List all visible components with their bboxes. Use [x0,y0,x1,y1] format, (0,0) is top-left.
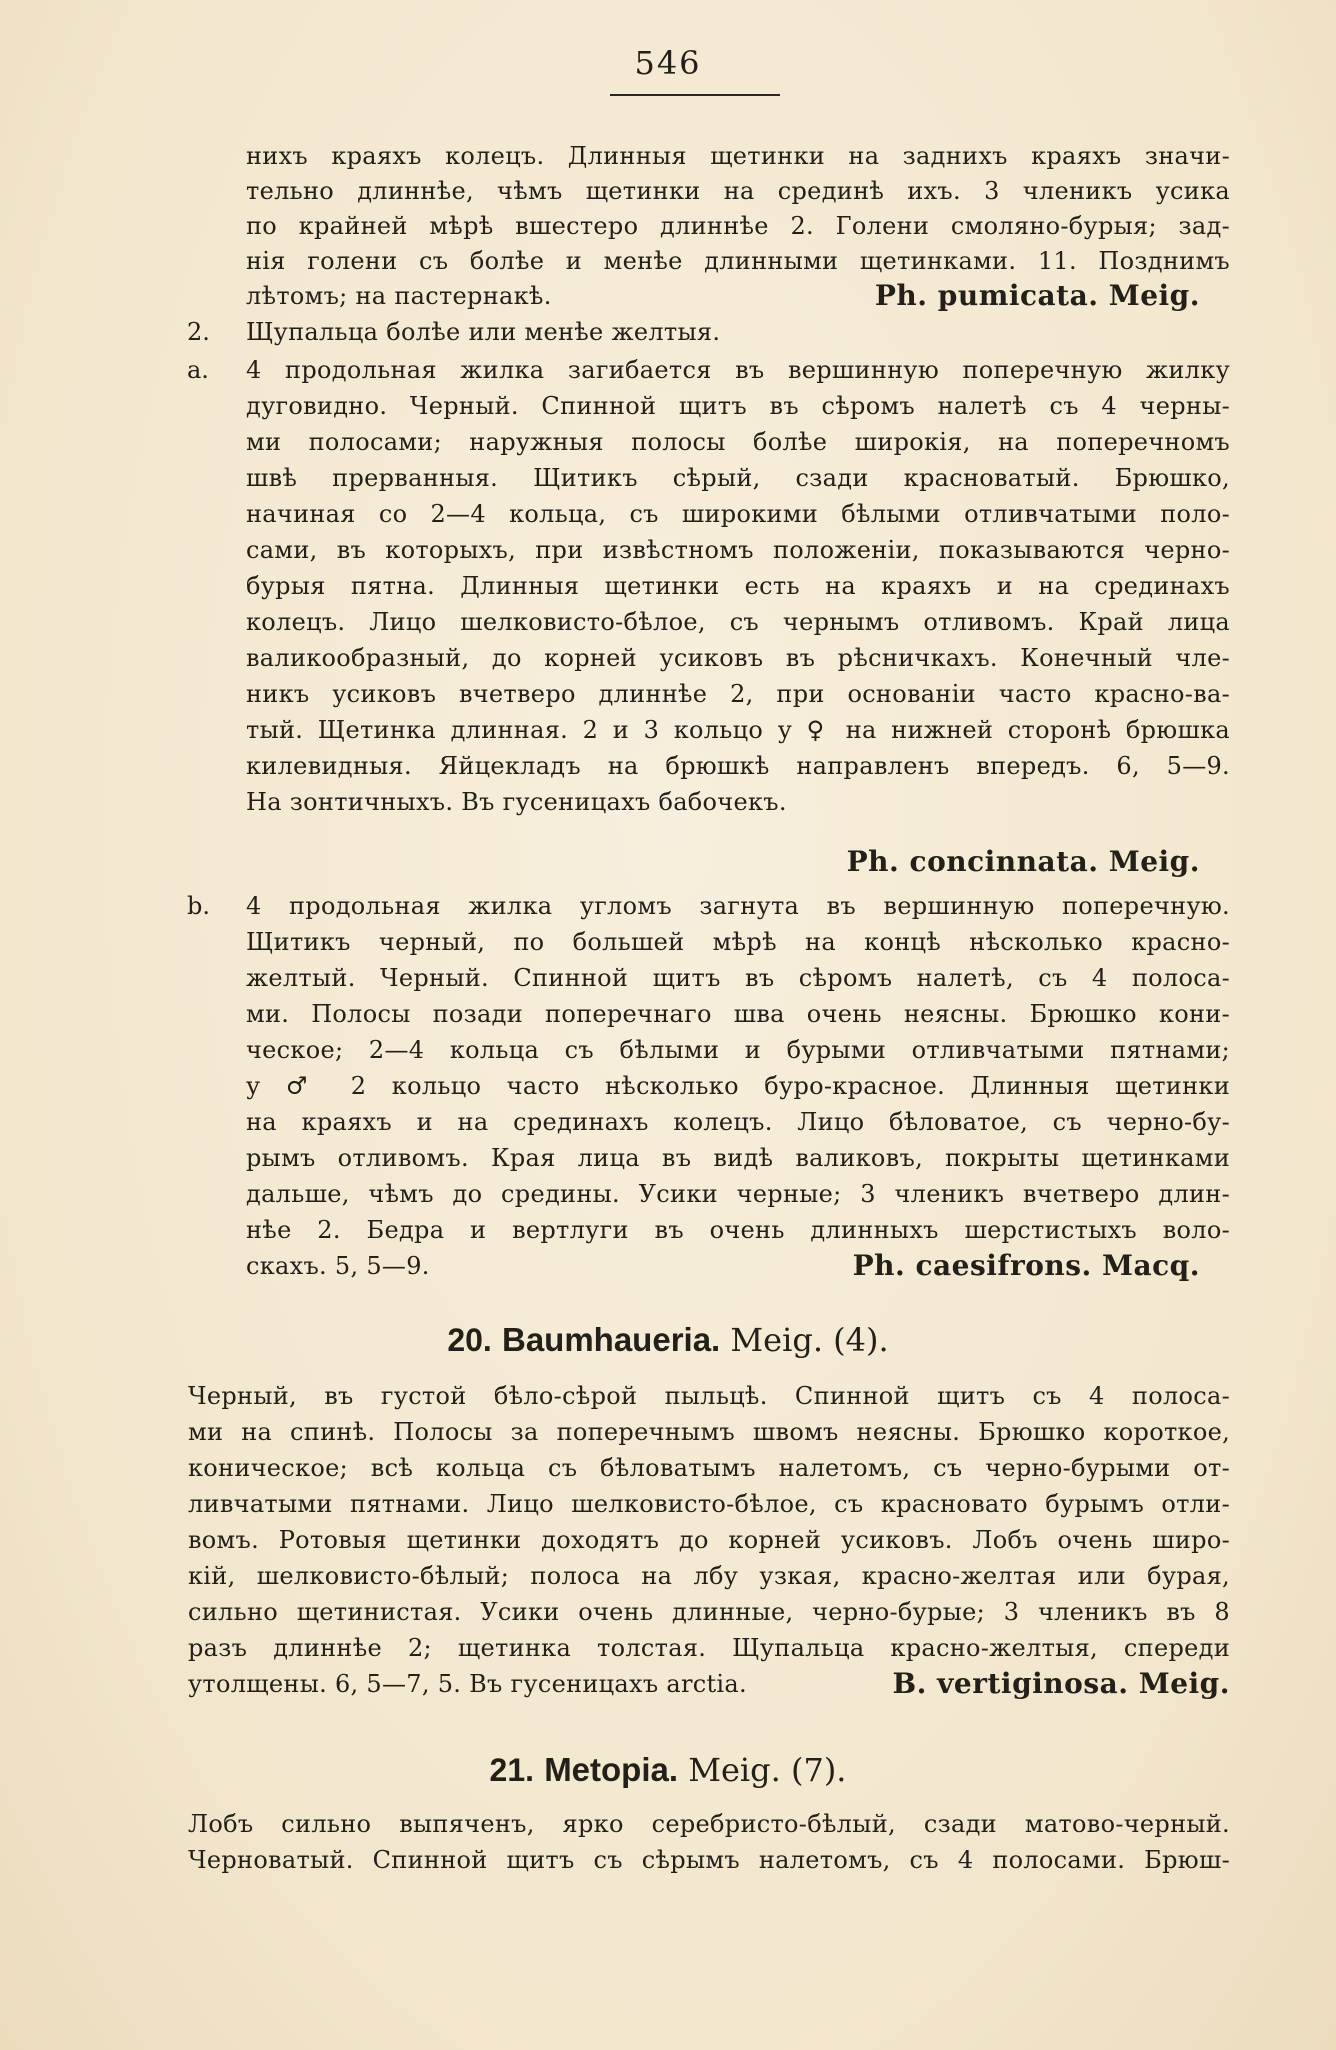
genus-author: Meig. (4). [730,1321,889,1359]
text-line: Щитикъ черный, по большей мѣрѣ на концѣ нѣсколько красно- [246,928,1230,956]
text-line: ми полосами; наружныя полосы болѣе широкія, на поперечномъ [246,428,1230,456]
text-line: рымъ отливомъ. Края лица въ видѣ валиковъ, покрыты щетинками [246,1144,1230,1172]
text-line: ми. Полосы позади поперечнаго шва очень неясны. Брюшко кони- [246,1000,1230,1028]
text-line: дальше, чѣмъ до средины. Усики черные; 3 членикъ вчетверо длин- [246,1180,1230,1208]
text-line: начиная со 2—4 кольца, съ широкими бѣлыми отливчатыми поло- [246,500,1230,528]
text-line: Черноватый. Спинной щитъ съ сѣрымъ налетомъ, съ 4 полосами. Брюш- [188,1846,1230,1874]
text-line: на краяхъ и на срединахъ колецъ. Лицо бѣловатое, съ черно-бу- [246,1108,1230,1136]
text-line: Щупальца болѣе или менѣе желтыя. [246,318,721,346]
species-name: B. vertiginosa. Meig. [892,1667,1230,1700]
text-line: бурыя пятна. Длинныя щетинки есть на краяхъ и на срединахъ [246,572,1230,600]
text-line: нія голени съ болѣе и менѣе длинными щетинками. 11. Позднимъ [246,247,1230,275]
text-line: колецъ. Лицо шелковисто-бѣлое, съ чернымъ отливомъ. Край лица [246,608,1230,636]
text-line: ливчатыми пятнами. Лицо шелковисто-бѣлое, съ красновато бурымъ отли- [188,1490,1230,1518]
text-line: сильно щетинистая. Усики очень длинные, черно-бурые; 3 членикъ въ 8 [188,1598,1230,1626]
text-line: вомъ. Ротовыя щетинки доходятъ до корней усиковъ. Лобъ очень широ- [188,1526,1230,1554]
text-line: сами, въ которыхъ, при извѣстномъ положеніи, показываются черно- [246,536,1230,564]
text-line: у ♂ 2 кольцо часто нѣсколько буро-красное. Длинныя щетинки [246,1072,1230,1100]
page-number-rule [610,94,780,96]
key-marker: a. [187,356,209,384]
text-line: скахъ. 5, 5—9. [246,1252,430,1280]
text-line: лѣтомъ; на пастернакѣ. [246,282,552,310]
text-line: коническое; всѣ кольца съ бѣловатымъ налетомъ, съ черно-бурыми от- [188,1454,1230,1482]
species-name: Ph. pumicata. Meig. [874,279,1200,312]
genus-name: Baumhaueria. [501,1321,721,1358]
text-line: нихъ краяхъ колецъ. Длинныя щетинки на заднихъ краяхъ значи- [246,142,1230,170]
text-line: нѣе 2. Бедра и вертлуги въ очень длинныхъ шерстистыхъ воло- [246,1216,1230,1244]
text-line: по крайней мѣрѣ вшестеро длиннѣе 2. Голени смоляно-бурыя; зад- [246,212,1230,240]
species-name: Ph. caesifrons. Macq. [852,1249,1200,1282]
species-name: Ph. concinnata. Meig. [846,845,1200,878]
text-line: тый. Щетинка длинная. 2 и 3 кольцо у ♀ на нижней сторонѣ брюшка [246,716,1230,744]
text-line: никъ усиковъ вчетверо длиннѣе 2, при основаніи часто красно-ва- [246,680,1230,708]
text-line: 4 продольная жилка угломъ загнута въ вершинную поперечную. [246,892,1230,920]
genus-heading [0,1744,1336,1796]
text-line: На зонтичныхъ. Въ гусеницахъ бабочекъ. [246,788,787,816]
text-line: дуговидно. Черный. Спинной щитъ въ сѣромъ налетѣ съ 4 черны- [246,392,1230,420]
text-line: килевидныя. Яйцекладъ на брюшкѣ направленъ впередъ. 6, 5—9. [246,752,1230,780]
text-line: утолщены. 6, 5—7, 5. Въ гусеницахъ arctia. [188,1670,747,1698]
genus-number: 20. [447,1322,492,1358]
text-line: 4 продольная жилка загибается въ вершинную поперечную жилку [246,356,1230,384]
text-line: тельно длиннѣе, чѣмъ щетинки на срединѣ ихъ. 3 членикъ усика [246,177,1230,205]
genus-heading [0,1314,1336,1366]
key-marker: b. [187,892,210,920]
text-line: швѣ прерванныя. Щитикъ сѣрый, сзади красноватый. Брюшко, [246,464,1230,492]
text-line: Лобъ сильно выпяченъ, ярко серебристо-бѣлый, сзади матово-черный. [188,1810,1230,1838]
page-number: 546 [634,44,702,82]
text-line: разъ длиннѣе 2; щетинка толстая. Щупальца красно-желтыя, спереди [188,1634,1230,1662]
genus-name: Metopia. [544,1751,679,1788]
genus-author: Meig. (7). [688,1751,847,1789]
genus-number: 21. [489,1752,535,1788]
text-line: ми на спинѣ. Полосы за поперечнымъ швомъ неясны. Брюшко короткое, [188,1418,1230,1446]
text-line: Черный, въ густой бѣло-сѣрой пыльцѣ. Спинной щитъ съ 4 полоса- [188,1382,1230,1410]
key-marker: 2. [187,318,210,346]
text-line: кій, шелковисто-бѣлый; полоса на лбу узкая, красно-желтая или бурая, [188,1562,1230,1590]
text-line: валикообразный, до корней усиковъ въ рѣсничкахъ. Конечный чле- [246,644,1230,672]
text-line: желтый. Черный. Спинной щитъ въ сѣромъ налетѣ, съ 4 полоса- [246,964,1230,992]
text-line: ческое; 2—4 кольца съ бѣлыми и бурыми отливчатыми пятнами; [246,1036,1230,1064]
